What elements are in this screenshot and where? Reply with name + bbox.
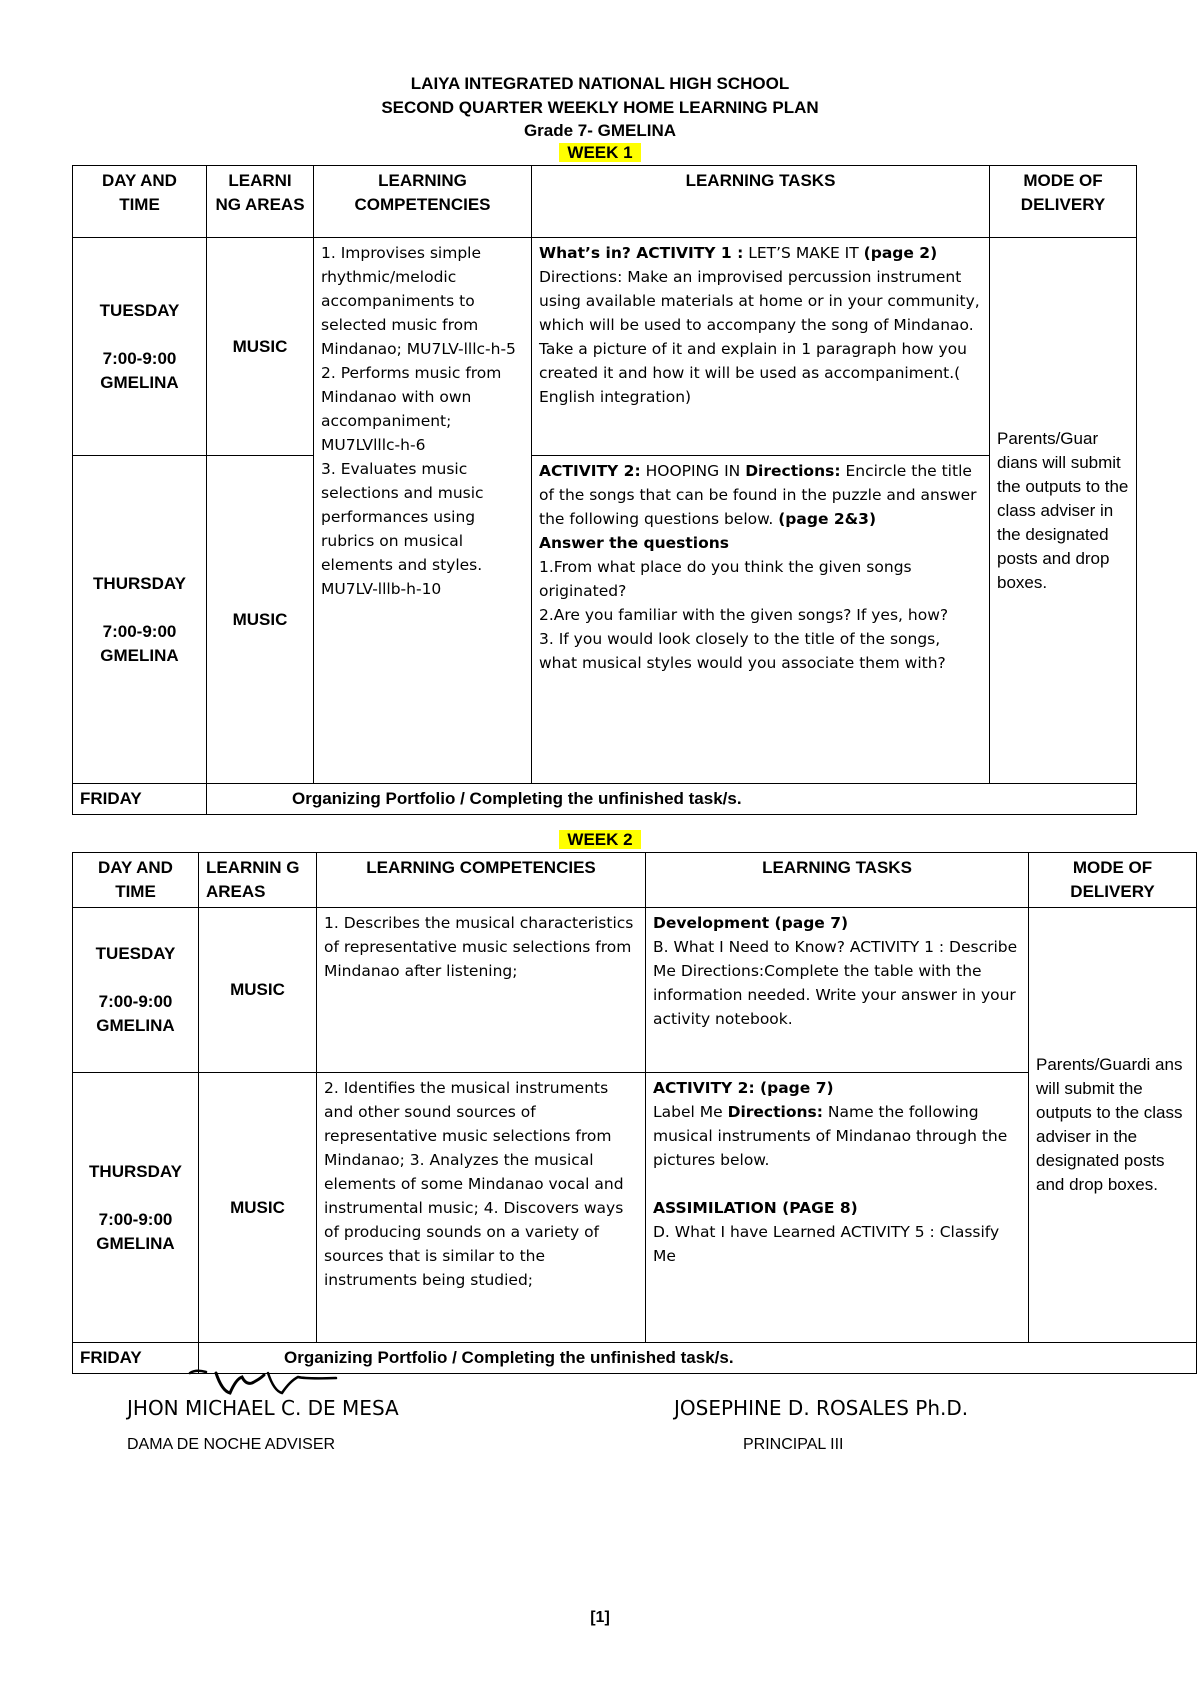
week1-header-row <box>73 166 1137 238</box>
answer-label: Answer the questions <box>539 534 729 552</box>
week2-tuesday-cell <box>73 908 199 1073</box>
week1-competencies-cell <box>314 238 532 784</box>
week1-label: WEEK 1 <box>559 143 640 162</box>
principal-name: JOSEPHINE D. ROSALES Ph.D. <box>674 1396 969 1420</box>
principal-role: PRINCIPAL III <box>743 1436 844 1453</box>
task-heading-normal: HOOPING IN <box>640 462 746 480</box>
directions-label: Directions: <box>745 462 841 480</box>
adviser-name: JHON MICHAEL C. DE MESA <box>127 1396 399 1420</box>
question-3: 3. If you would look closely to the title of the songs, what musical styles would you associate them with? <box>539 630 946 672</box>
week2-tuesday-row <box>73 908 1197 1073</box>
school-name: LAIYA INTEGRATED NATIONAL HIGH SCHOOL <box>410 74 790 93</box>
day-name: THURSDAY <box>93 573 186 593</box>
grade-section: Grade 7- GMELINA <box>523 121 677 140</box>
directions-label: Directions: <box>539 268 623 286</box>
task-page: (page 2) <box>863 244 938 262</box>
day-section: GMELINA <box>96 1233 175 1253</box>
directions-label: Directions: <box>727 1103 823 1121</box>
friday-label: FRIDAY <box>73 784 207 815</box>
task-heading-normal: LET’S MAKE IT <box>743 244 864 262</box>
day-section: GMELINA <box>100 645 179 665</box>
week2-label-wrap <box>0 828 1200 852</box>
day-name: THURSDAY <box>89 1161 182 1181</box>
week1-table <box>72 165 1137 815</box>
day-name: TUESDAY <box>95 944 176 963</box>
task-heading: ACTIVITY 2: <box>539 462 641 480</box>
friday-text: Organizing Portfolio / Completing the unfinished task/s. <box>199 1343 1197 1374</box>
header-learning-tasks: LEARNING TASKS <box>532 166 990 238</box>
week1-tuesday-row <box>73 238 1137 456</box>
header-learning-areas: LEARNI NG AREAS <box>207 166 314 238</box>
week1-task-2 <box>532 456 990 784</box>
task-heading: ACTIVITY 2: (page 7) <box>653 1079 834 1097</box>
day-time: 7:00-9:00 <box>102 348 177 368</box>
week2-table <box>72 852 1197 1374</box>
week2-header-row <box>73 853 1197 908</box>
week1-tuesday-area: MUSIC <box>207 238 314 456</box>
task-body: Name the following musical instruments of Mindanao through the pictures below. <box>653 1103 1008 1169</box>
header-learning-competencies: LEARNING COMPETENCIES <box>317 853 646 908</box>
day-time: 7:00-9:00 <box>98 992 173 1011</box>
week1-competency-1: 1. Improvises simple rhythmic/melodic accompaniments to selected music from Mindanao; MU7LV-lllc-h-5 <box>321 244 516 358</box>
question-1: 1.From what place do you think the given songs originated? <box>539 558 912 600</box>
week1-competency-3: 3. Evaluates music selections and music performances using rubrics on musical elements and styles. MU7LV-lllb-h-10 <box>321 460 484 598</box>
week2-task-2 <box>646 1073 1029 1343</box>
task-body: Make an improvised percussion instrument using available materials at home or in your community, which will be used to accompany the song of Mindanao. Take a picture of it and explain in 1 paragraph how you created it and how it will be used as accompaniment.( English integration) <box>539 268 980 406</box>
header-day-time: DAY AND TIME <box>73 166 207 238</box>
week2-tuesday-area: MUSIC <box>199 908 317 1073</box>
day-section: GMELINA <box>100 372 179 392</box>
week1-mode-of-delivery: Parents/Guar dians will submit the outputs to the class adviser in the designated posts and drop boxes. <box>990 238 1137 784</box>
task-heading: What’s in? ACTIVITY 1 : <box>539 244 744 262</box>
day-name: TUESDAY <box>99 300 180 320</box>
assimilation-body: D. What I have Learned ACTIVITY 5 : Classify Me <box>653 1223 1000 1265</box>
signature-drawing <box>186 1365 346 1399</box>
week1-competency-2: 2. Performs music from Mindanao with own accompaniment; MU7LVlllc-h-6 <box>321 364 502 454</box>
task-heading: Development (page 7) <box>653 914 849 932</box>
friday-text: Organizing Portfolio / Completing the unfinished task/s. <box>207 784 1137 815</box>
label-me: Label Me <box>653 1103 728 1121</box>
plan-title: SECOND QUARTER WEEKLY HOME LEARNING PLAN <box>381 98 819 117</box>
week1-label-wrap <box>0 141 1200 165</box>
header-learning-competencies: LEARNING COMPETENCIES <box>314 166 532 238</box>
adviser-role: DAMA DE NOCHE ADVISER <box>127 1436 336 1453</box>
day-time: 7:00-9:00 <box>102 621 177 641</box>
friday-label: FRIDAY <box>73 1343 199 1374</box>
question-2: 2.Are you familiar with the given songs? If yes, how? <box>539 606 949 624</box>
task-body: B. What I Need to Know? ACTIVITY 1 : Describe Me Directions:Complete the table with the information needed. Write your answer in your activity notebook. <box>653 938 1018 1028</box>
header-mode-of-delivery: MODE OF DELIVERY <box>990 166 1137 238</box>
week1-thursday-cell <box>73 456 207 784</box>
week1-thursday-row <box>73 456 1137 784</box>
header-mode-of-delivery: MODE OF DELIVERY <box>1029 853 1197 908</box>
header-learning-areas: LEARNIN G AREAS <box>199 853 317 908</box>
header-learning-tasks: LEARNING TASKS <box>646 853 1029 908</box>
day-section: GMELINA <box>96 1016 175 1035</box>
week1-thursday-area: MUSIC <box>207 456 314 784</box>
week1-tuesday-cell <box>73 238 207 456</box>
week2-thursday-row <box>73 1073 1197 1343</box>
week2-thursday-area: MUSIC <box>199 1073 317 1343</box>
week2-competency-2: 2. Identifies the musical instruments and other sound sources of representative music selections from Mindanao; 3. Analyzes the musical elements of some Mindanao vocal and instrumental music; 4. Discovers ways of producing sounds on a variety of sources that is similar to the instruments being studied; <box>317 1073 646 1343</box>
day-time: 7:00-9:00 <box>98 1209 173 1229</box>
week2-mode-of-delivery: Parents/Guardi ans will submit the outputs to the class adviser in the designated posts and drop boxes. <box>1029 908 1197 1343</box>
week2-task-1 <box>646 908 1029 1073</box>
week2-label: WEEK 2 <box>559 830 640 849</box>
header-day-time: DAY AND TIME <box>73 853 199 908</box>
week2-competency-1: 1. Describes the musical characteristics of representative music selections from Mindanao after listening; <box>317 908 646 1073</box>
assimilation-heading: ASSIMILATION (PAGE 8) <box>653 1199 858 1217</box>
week1-friday-row <box>73 784 1137 815</box>
page-number: [1] <box>590 1609 610 1626</box>
week1-task-1 <box>532 238 990 456</box>
task-page: (page 2&3) <box>778 510 877 528</box>
week2-thursday-cell <box>73 1073 199 1343</box>
task-body: Encircle the title of the songs that can be found in the puzzle and answer the following questions below. <box>539 462 977 528</box>
